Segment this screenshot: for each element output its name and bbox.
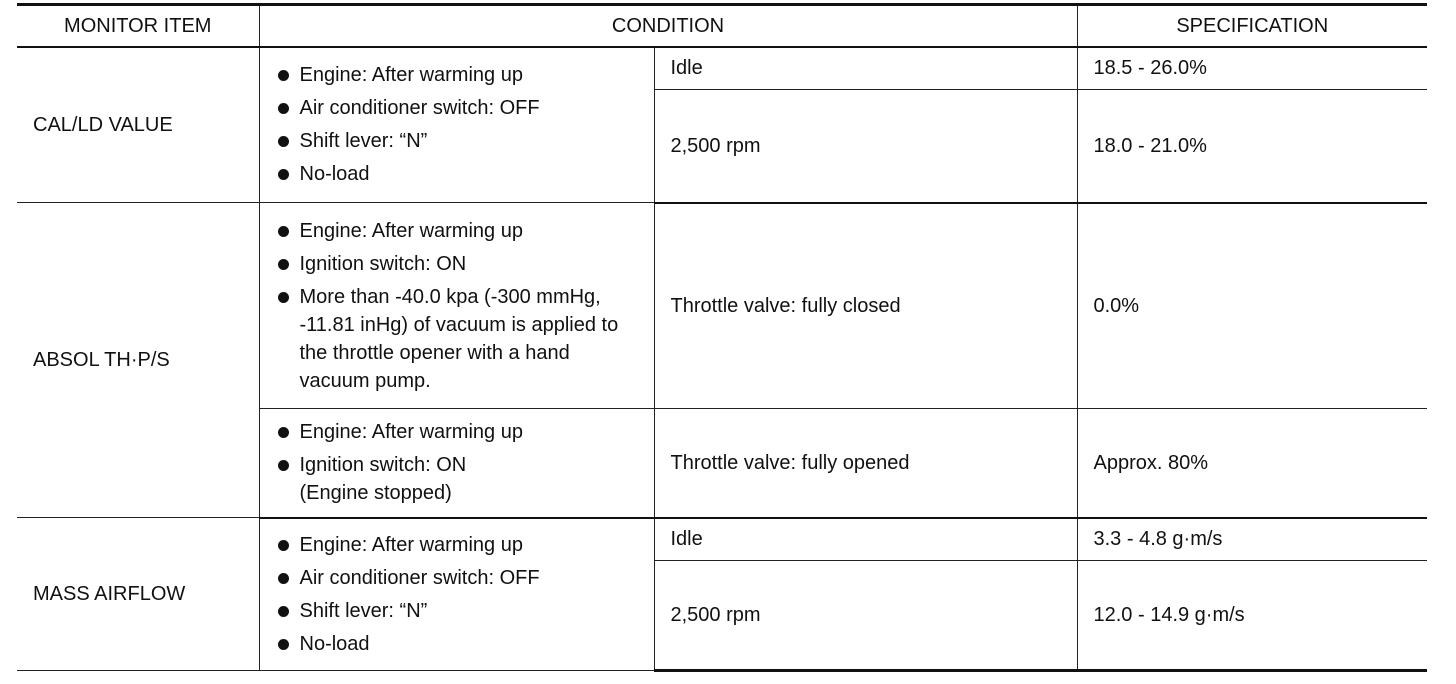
monitor-item-cell: MASS AIRFLOW — [17, 518, 259, 671]
state-cell: 2,500 rpm — [654, 90, 1077, 203]
list-item: Air conditioner switch: OFF — [274, 94, 644, 122]
spec-cell: 18.0 - 21.0% — [1077, 90, 1427, 203]
table-row — [17, 203, 1427, 409]
monitor-item-cell: CAL/LD VALUE — [17, 47, 259, 203]
condition-list — [274, 61, 644, 188]
table-row — [17, 518, 1427, 561]
state-cell: Idle — [654, 518, 1077, 561]
bullet-dot-icon — [278, 639, 289, 650]
bullet-dot-icon — [278, 259, 289, 270]
list-item: No-load — [274, 160, 644, 188]
state-cell: Throttle valve: fully opened — [654, 409, 1077, 518]
spec-cell: 0.0% — [1077, 203, 1427, 409]
monitor-item-cell: ABSOL TH·P/S — [17, 203, 259, 518]
state-cell: 2,500 rpm — [654, 561, 1077, 671]
state-cell: Idle — [654, 47, 1077, 90]
header-monitor-item: MONITOR ITEM — [17, 5, 259, 47]
bullet-dot-icon — [278, 606, 289, 617]
bullet-dot-icon — [278, 136, 289, 147]
state-cell: Throttle valve: fully closed — [654, 203, 1077, 409]
condition-list-cell — [259, 203, 654, 409]
condition-list — [274, 217, 644, 395]
bullet-dot-icon — [278, 226, 289, 237]
bullet-dot-icon — [278, 427, 289, 438]
bullet-dot-icon — [278, 292, 289, 303]
table-row — [17, 47, 1427, 90]
bullet-dot-icon — [278, 70, 289, 81]
spec-cell: 12.0 - 14.9 g·m/s — [1077, 561, 1427, 671]
spec-cell: Approx. 80% — [1077, 409, 1427, 518]
condition-list — [274, 531, 644, 658]
bullet-dot-icon — [278, 169, 289, 180]
bullet-dot-icon — [278, 103, 289, 114]
list-item: Air conditioner switch: OFF — [274, 564, 644, 592]
header-row — [17, 5, 1427, 47]
spec-cell: 18.5 - 26.0% — [1077, 47, 1427, 90]
list-item: Shift lever: “N” — [274, 127, 644, 155]
list-item: More than -40.0 kpa (-300 mmHg, -11.81 inHg) of vacuum is applied to the throttle opener with a hand vacuum pump. — [274, 283, 644, 395]
list-item: Ignition switch: ON — [274, 250, 644, 278]
header-condition: CONDITION — [259, 5, 1077, 47]
list-item: Engine: After warming up — [274, 531, 644, 559]
bullet-dot-icon — [278, 540, 289, 551]
condition-list-cell — [259, 47, 654, 203]
list-item: Engine: After warming up — [274, 418, 644, 446]
condition-list-cell — [259, 518, 654, 671]
list-item: Shift lever: “N” — [274, 597, 644, 625]
bullet-dot-icon — [278, 460, 289, 471]
spec-table-wrapper — [17, 3, 1427, 672]
list-item: Engine: After warming up — [274, 217, 644, 245]
list-item: Ignition switch: ON (Engine stopped) — [274, 451, 644, 507]
header-specification: SPECIFICATION — [1077, 5, 1427, 47]
spec-cell: 3.3 - 4.8 g·m/s — [1077, 518, 1427, 561]
list-item: No-load — [274, 630, 644, 658]
bullet-dot-icon — [278, 573, 289, 584]
list-item: Engine: After warming up — [274, 61, 644, 89]
monitor-spec-table — [17, 3, 1427, 672]
condition-list-cell — [259, 409, 654, 518]
condition-list — [274, 418, 644, 507]
